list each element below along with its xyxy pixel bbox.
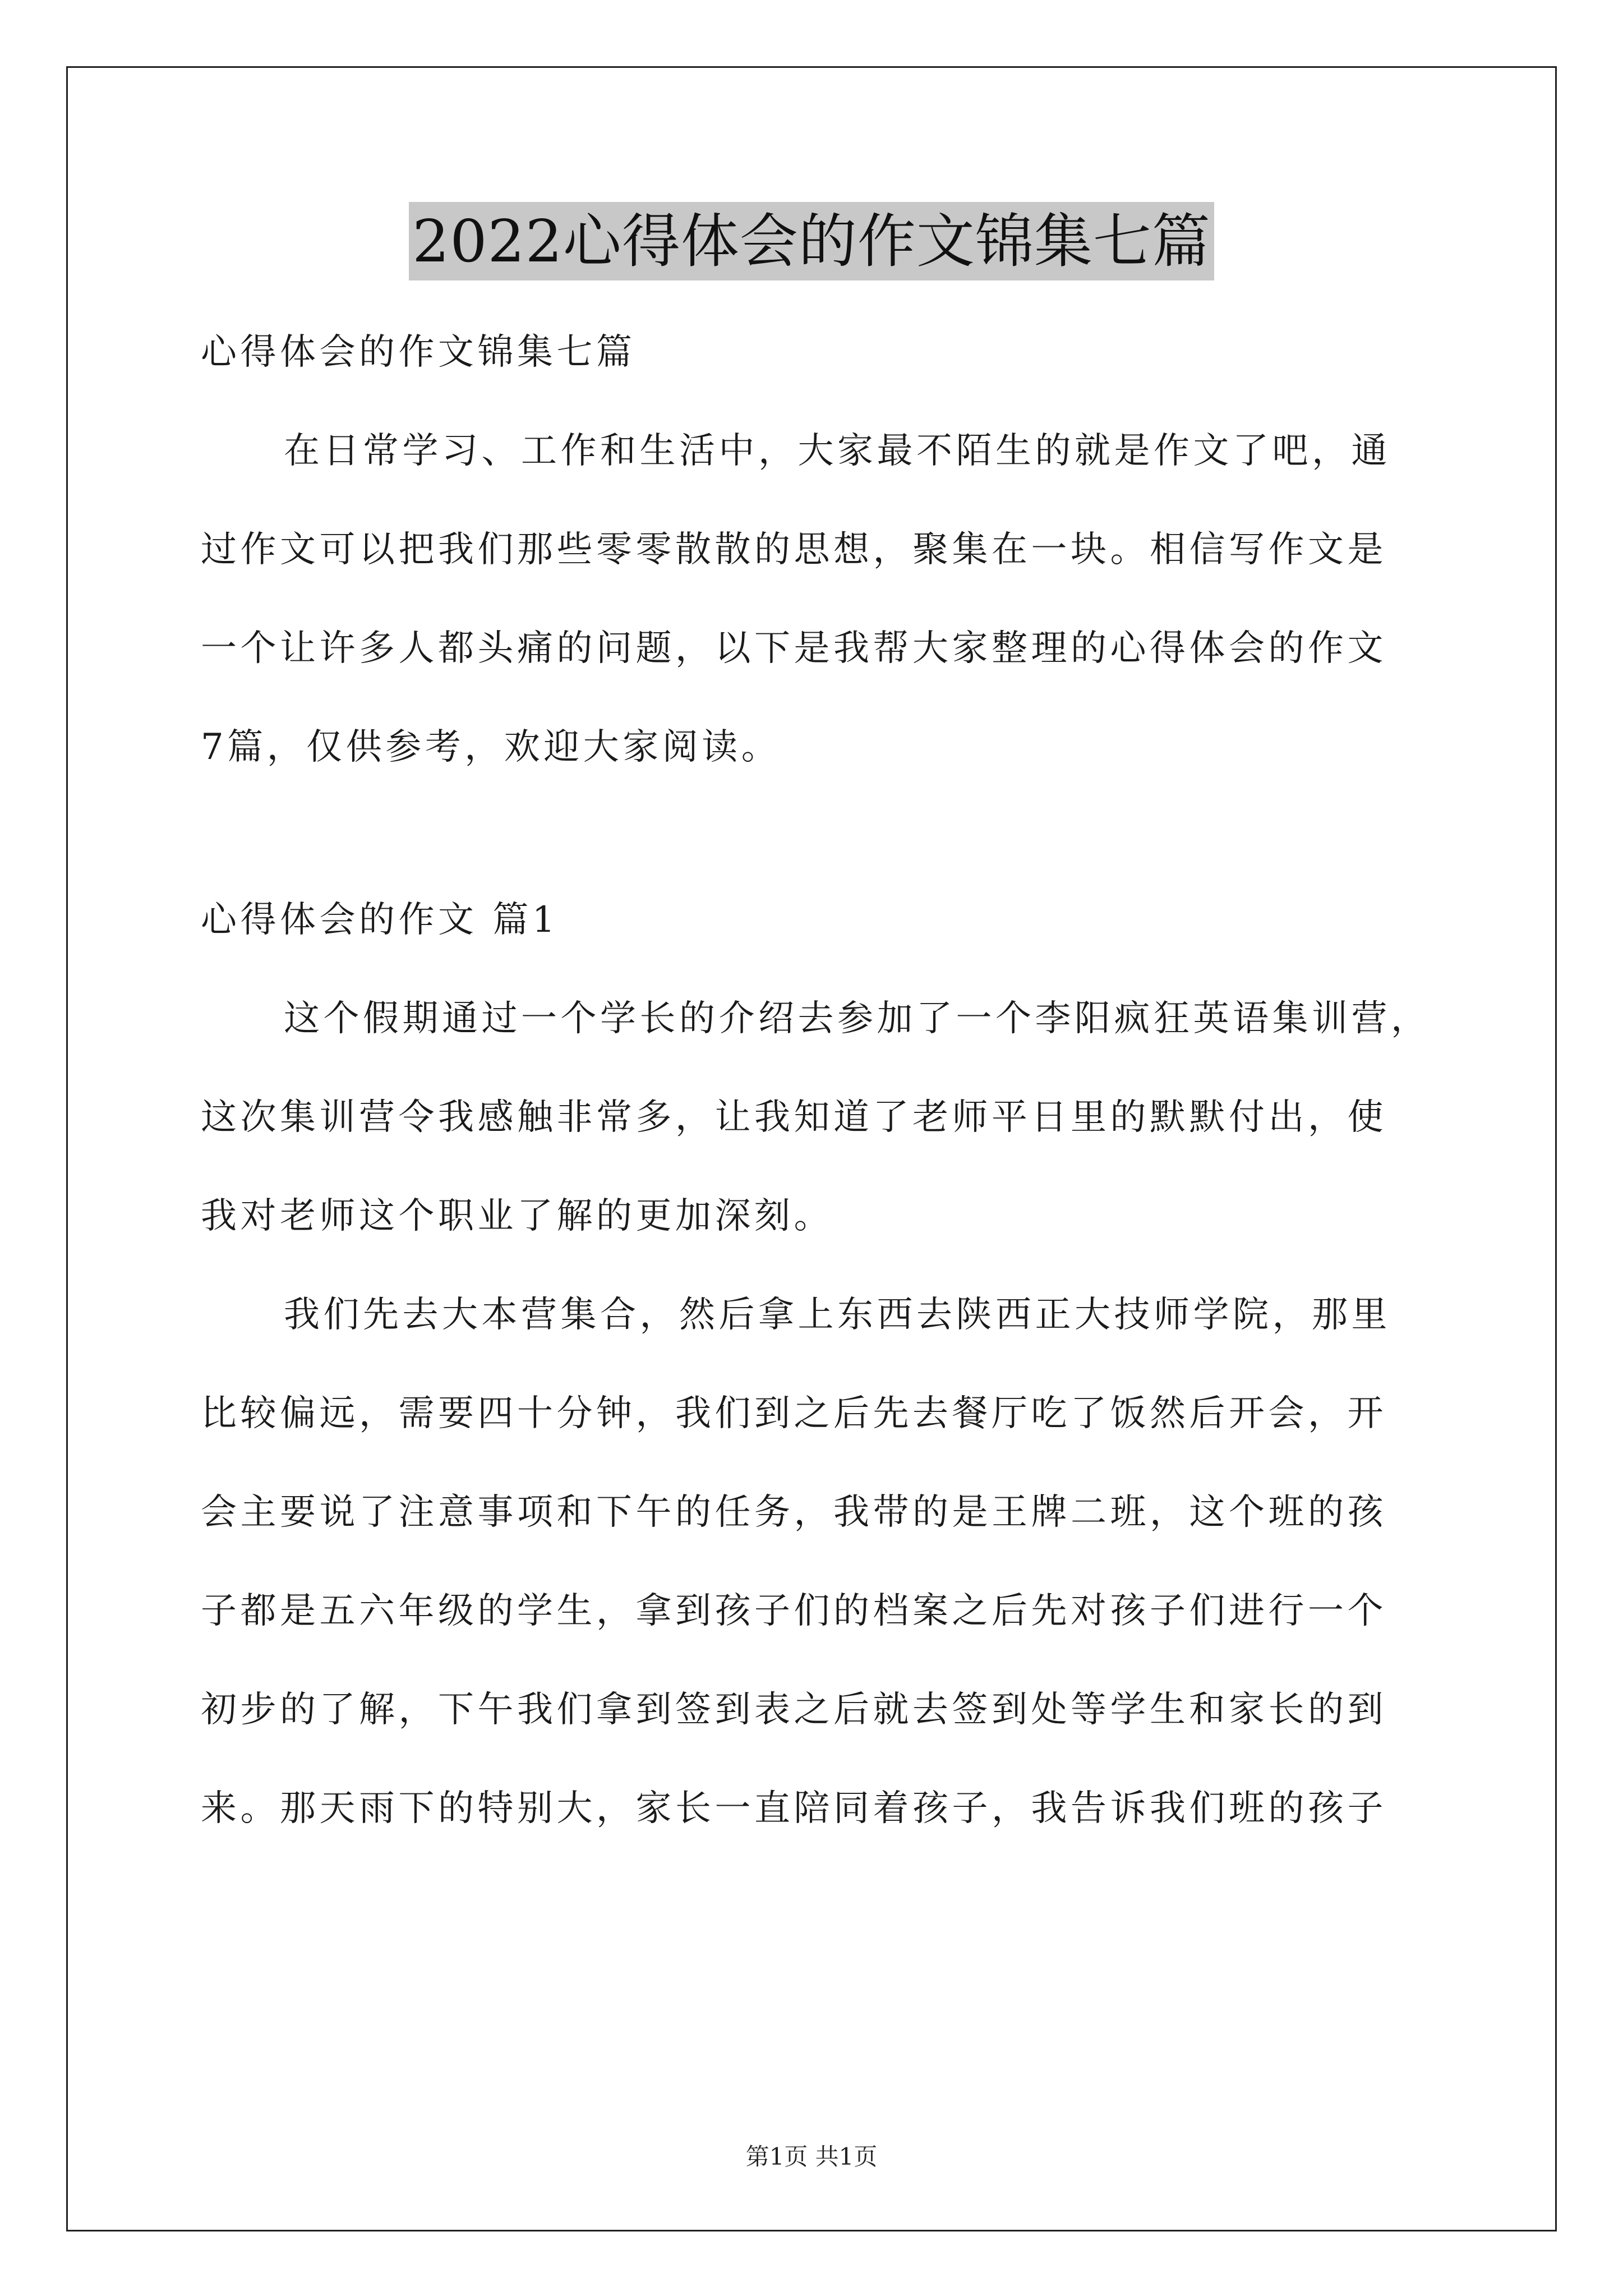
intro-line: 在日常学习、工作和生活中，大家最不陌生的就是作文了吧，通 bbox=[284, 430, 1391, 472]
paragraph-line: 子都是五六年级的学生，拿到孩子们的档案之后先对孩子们进行一个 bbox=[201, 1590, 1387, 1632]
paragraph-line: 来。那天雨下的特别大，家长一直陪同着孩子，我告诉我们班的孩子 bbox=[201, 1788, 1387, 1829]
title-container bbox=[0, 202, 1623, 280]
paragraph-line: 初步的了解，下午我们拿到签到表之后就去签到处等学生和家长的到 bbox=[201, 1689, 1387, 1731]
paragraph-line: 这个假期通过一个学长的介绍去参加了一个李阳疯狂英语集训营， bbox=[284, 998, 1431, 1039]
page-footer: 第1页 共1页 bbox=[745, 2143, 878, 2170]
section-heading: 心得体会的作文 篇1 bbox=[201, 899, 559, 941]
intro-line: 一个让许多人都头痛的问题，以下是我帮大家整理的心得体会的作文 bbox=[201, 628, 1387, 669]
document-title: 2022心得体会的作文锦集七篇 bbox=[409, 202, 1214, 280]
paragraph-line: 这次集训营令我感触非常多，让我知道了老师平日里的默默付出，使 bbox=[201, 1097, 1387, 1138]
intro-line: 7篇，仅供参考，欢迎大家阅读。 bbox=[201, 726, 781, 768]
paragraph-line: 我对老师这个职业了解的更加深刻。 bbox=[201, 1195, 833, 1237]
document-body bbox=[201, 303, 1435, 1858]
paragraph-line: 会主要说了注意事项和下午的任务，我带的是王牌二班，这个班的孩 bbox=[201, 1492, 1387, 1533]
intro-line: 过作文可以把我们那些零零散散的思想，聚集在一块。相信写作文是 bbox=[201, 529, 1387, 570]
subtitle: 心得体会的作文锦集七篇 bbox=[201, 332, 636, 373]
paragraph-line: 我们先去大本营集合，然后拿上东西去陕西正大技师学院，那里 bbox=[284, 1294, 1391, 1336]
paragraph-line: 比较偏远，需要四十分钟，我们到之后先去餐厅吃了饭然后开会，开 bbox=[201, 1393, 1387, 1434]
section-gap bbox=[201, 797, 1435, 871]
